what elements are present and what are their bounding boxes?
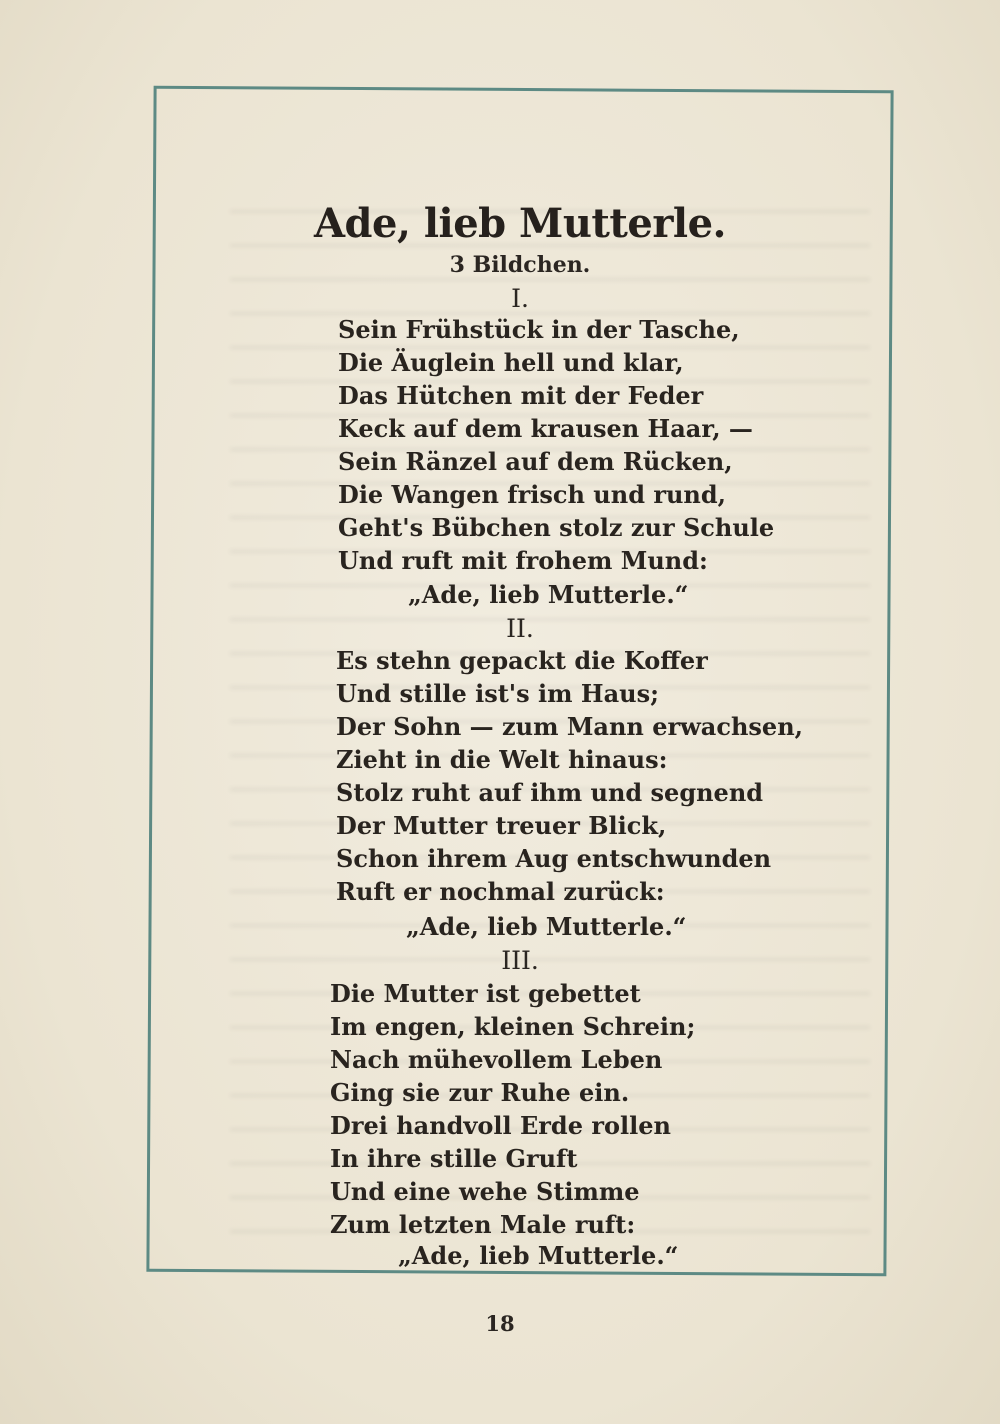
stanza-3-line-8: Zum letzten Male ruft:: [330, 1210, 636, 1239]
stanza-3-line-7: Und eine wehe Stimme: [330, 1177, 640, 1206]
stanza-3-line-4: Ging sie zur Ruhe ein.: [330, 1078, 630, 1107]
stanza-3-line-5: Drei handvoll Erde rollen: [330, 1111, 671, 1140]
stanza-2-numeral: II.: [506, 614, 534, 643]
stanza-1-line-5: Sein Ränzel auf dem Rücken,: [338, 447, 733, 476]
stanza-2-refrain: „Ade, lieb Mutterle.“: [406, 912, 687, 941]
stanza-1-refrain: „Ade, lieb Mutterle.“: [408, 580, 689, 609]
stanza-1-numeral: I.: [511, 284, 529, 313]
poem-title: Ade, lieb Mutterle.: [314, 200, 726, 247]
stanza-3-refrain: „Ade, lieb Mutterle.“: [398, 1241, 679, 1270]
stanza-2-line-5: Stolz ruht auf ihm und segnend: [336, 778, 764, 807]
stanza-1-line-4: Keck auf dem krausen Haar, —: [338, 414, 753, 443]
stanza-2-line-3: Der Sohn — zum Mann erwachsen,: [336, 712, 804, 741]
stanza-1-line-3: Das Hütchen mit der Feder: [338, 381, 704, 410]
stanza-3-line-1: Die Mutter ist gebettet: [330, 979, 641, 1008]
stanza-1-line-8: Und ruft mit frohem Mund:: [338, 546, 708, 575]
stanza-3-numeral: III.: [501, 946, 539, 975]
poem-subtitle: 3 Bildchen.: [449, 252, 591, 278]
stanza-1-line-7: Geht's Bübchen stolz zur Schule: [338, 513, 775, 542]
stanza-2-line-4: Zieht in die Welt hinaus:: [336, 745, 668, 774]
stanza-2-line-1: Es stehn gepackt die Koffer: [336, 646, 708, 675]
stanza-2-line-2: Und stille ist's im Haus;: [336, 679, 659, 708]
stanza-1-line-6: Die Wangen frisch und rund,: [338, 480, 727, 509]
stanza-2-line-7: Schon ihrem Aug entschwunden: [336, 844, 772, 873]
stanza-3-line-6: In ihre stille Gruft: [330, 1144, 578, 1173]
poem-content: [150, 88, 890, 1274]
page-number: 18: [485, 1311, 515, 1336]
stanza-1-line-2: Die Äuglein hell und klar,: [338, 348, 684, 377]
stanza-1-line-1: Sein Frühstück in der Tasche,: [338, 315, 740, 344]
stanza-3-line-3: Nach mühevollem Leben: [330, 1045, 663, 1074]
stanza-2-line-8: Ruft er nochmal zurück:: [336, 877, 665, 906]
stanza-2-line-6: Der Mutter treuer Blick,: [336, 811, 667, 840]
stanza-3-line-2: Im engen, kleinen Schrein;: [330, 1012, 696, 1041]
